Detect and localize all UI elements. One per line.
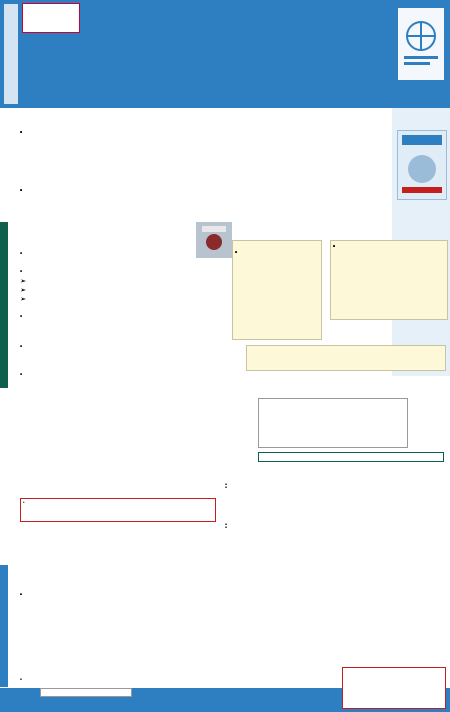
venue-n1: ➢: [20, 278, 26, 285]
statistical-box: [246, 345, 446, 371]
questionnaire-box: [330, 240, 448, 320]
prevalence-chart: [258, 398, 408, 448]
condom-list: [225, 521, 445, 524]
conference-badge: [22, 3, 80, 33]
venue-n3: ➢: [20, 296, 26, 303]
conclusions-side-bar: [0, 565, 8, 687]
fingerprick-photo: [196, 222, 232, 258]
unaware-caption: [258, 452, 444, 462]
limitations-box: [20, 498, 216, 522]
campaign-poster-image: [397, 130, 447, 200]
photo-icon: [196, 222, 232, 258]
header-side-strip: [4, 4, 18, 104]
logo-icon: [392, 0, 450, 108]
testing-list: [225, 481, 445, 484]
campaign-poster-icon: [398, 131, 446, 199]
methods-side-bar: [0, 222, 8, 388]
prevalence-chart-svg: [259, 399, 409, 449]
venue-types: [20, 277, 235, 304]
venue-n2: ➢: [20, 287, 26, 294]
itm-logo: [392, 0, 450, 108]
bio-sampling-box: [232, 240, 322, 340]
contact-email[interactable]: [40, 688, 132, 697]
acknowledgements-box: [342, 667, 446, 709]
